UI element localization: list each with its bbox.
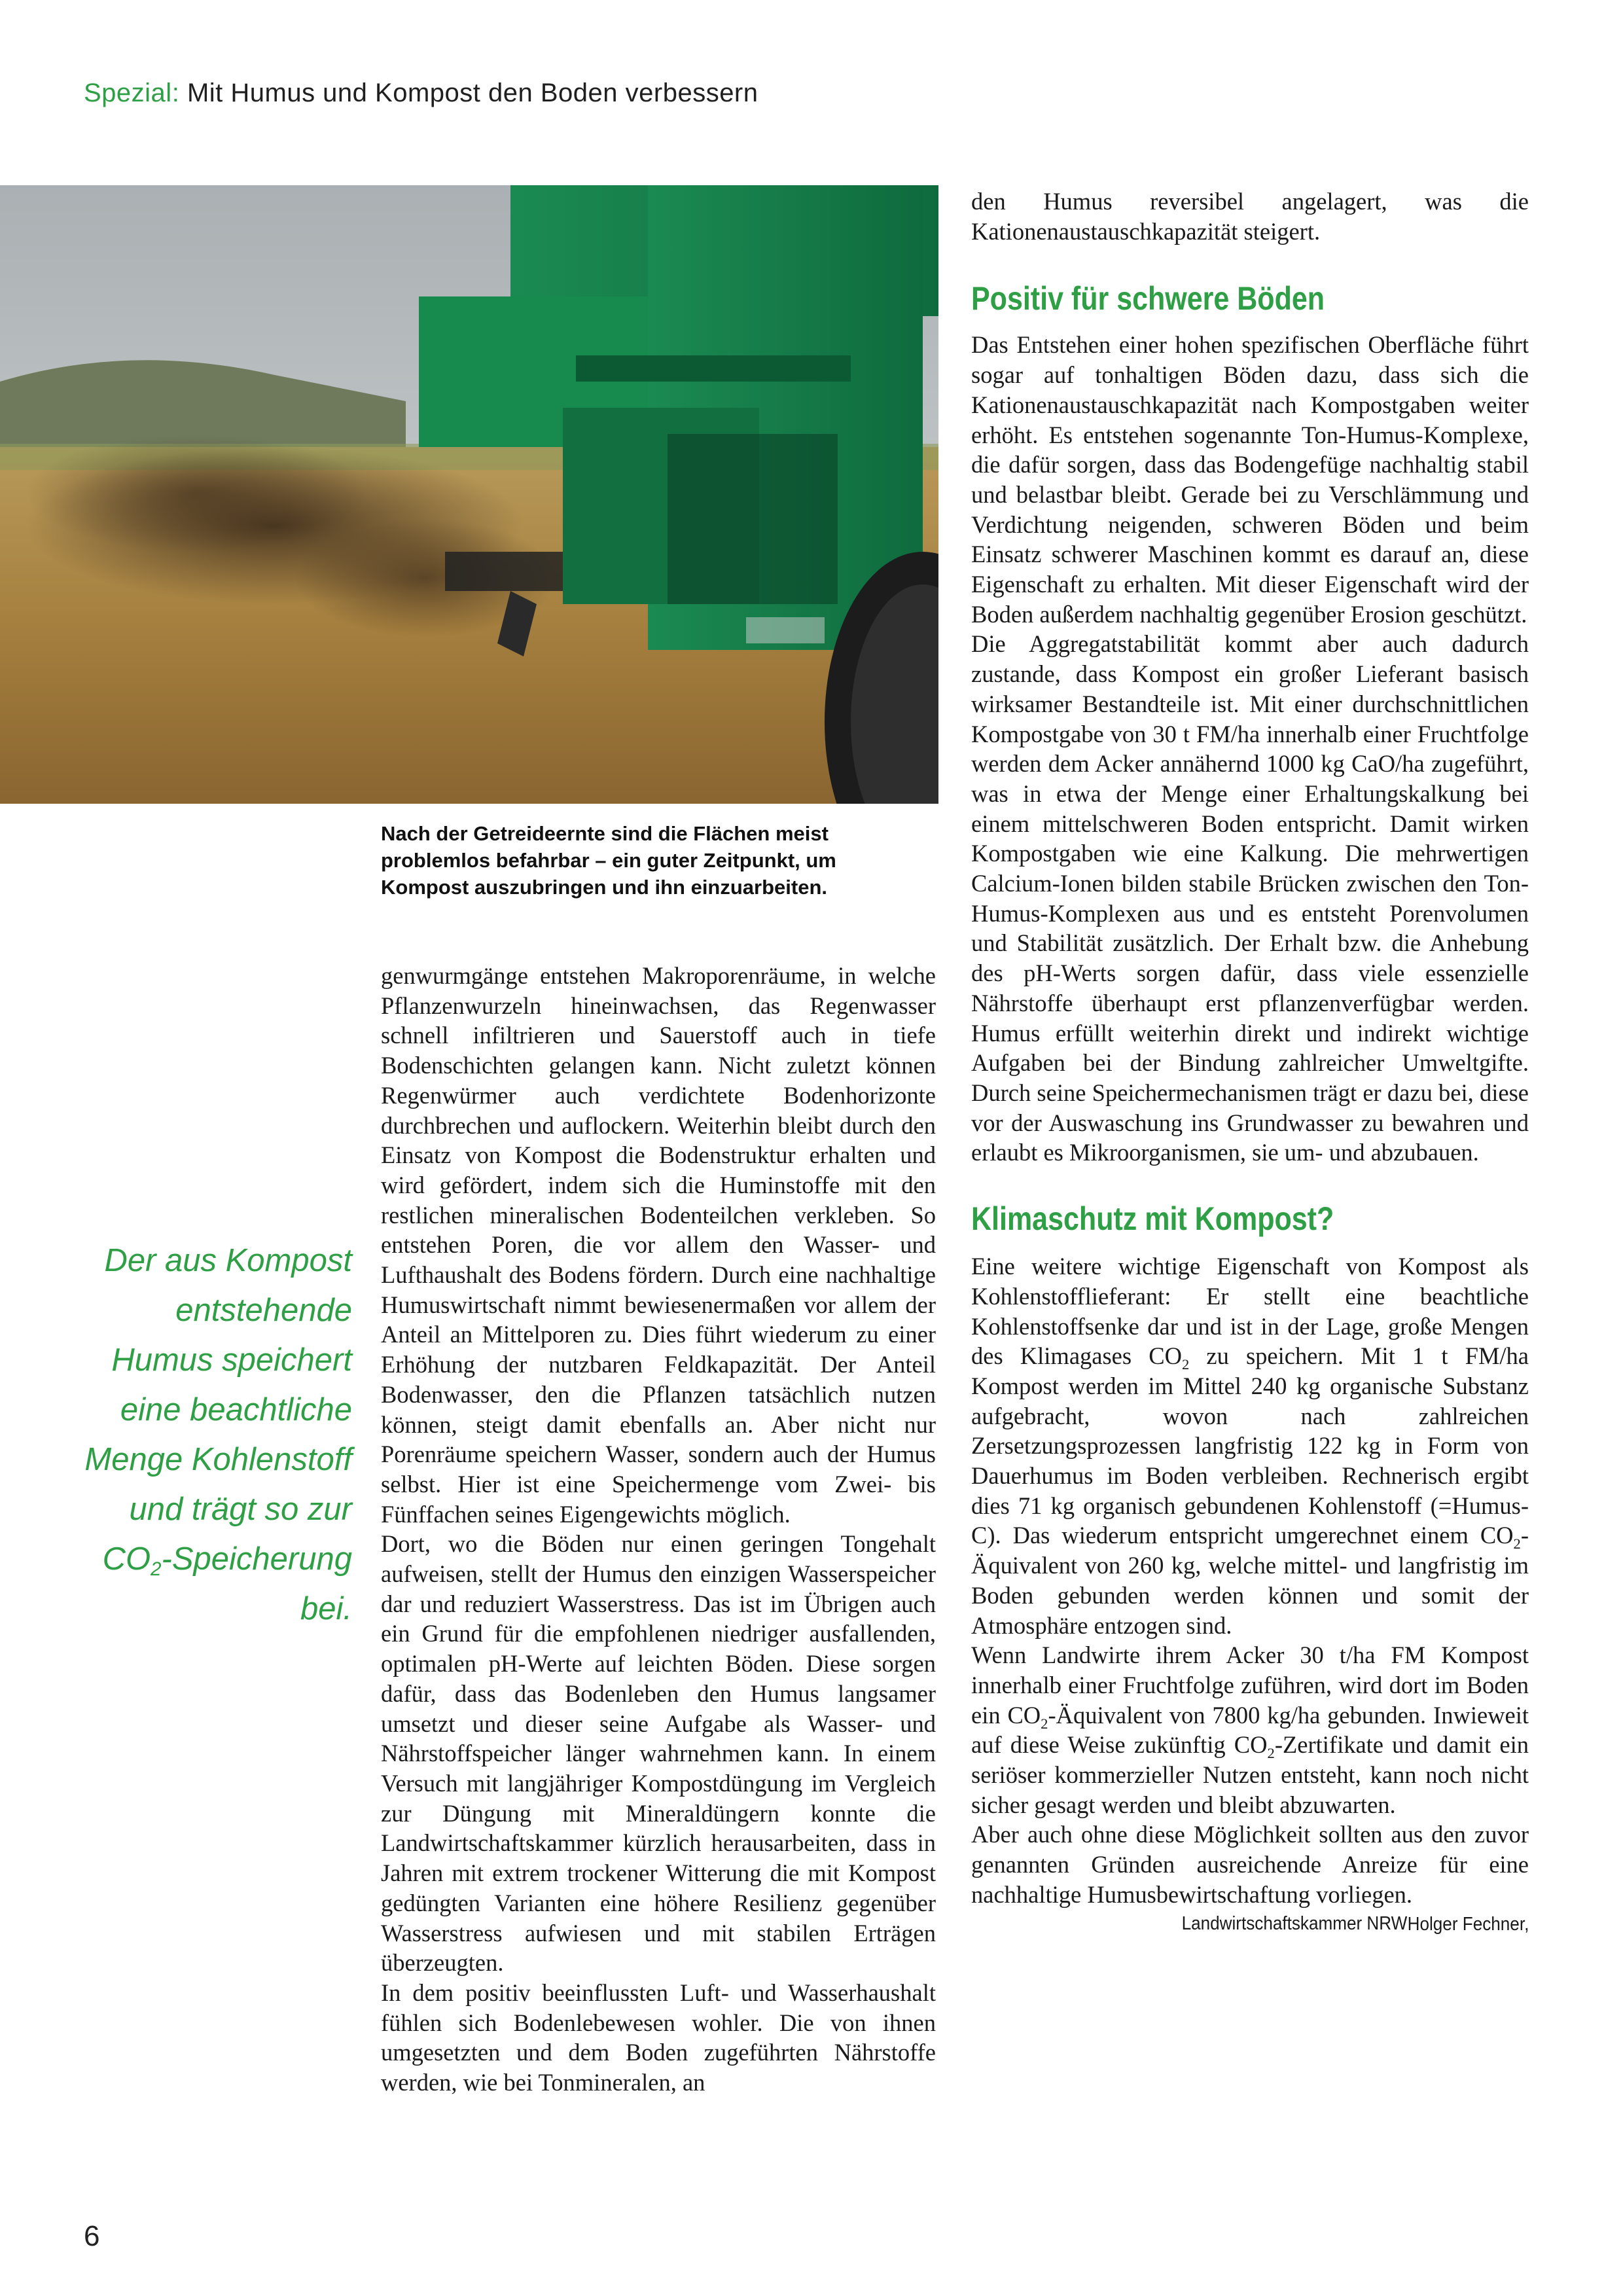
paragraph-4-part-b: -Äquivalent von 7800 kg/ha gebunden. Inwieweit auf diese Weise zukünftig CO — [971, 1701, 1529, 1759]
pull-quote — [79, 1236, 352, 1634]
pull-quote-text: Der aus Kompost entstehende Humus speichert eine beachtliche Menge Kohlenstoff und trägt so zur CO — [84, 1243, 352, 1577]
right-paragraph-2: Die Aggregatstabilität kommt aber auch dadurch zustande, dass Kompost ein großer Lieferant basisch wirksamer Bestandteile ist. Mit einer durchschnittlichen Kompostgabe von 30 t FM/ha innerhalb einer Fruchtfolge werden dem Acker annähernd 1000 kg CaO/ha zugeführt, was in etwa der Menge einer Erhaltungskalkung bei einem mittelschweren Boden entspricht. Damit wirken Kompostgaben wie eine Kalkung. Die mehrwertigen Calcium-Ionen bilden stabile Brücken zwischen den Ton-Humus-Komplexen aus und es entsteht Porenvolumen und Stabilität zusätzlich. Der Erhalt bzw. die Anhebung des pH-Werts sorgen dafür, dass viele essenzielle Nährstoffe überhaupt erst pflanzenverfügbar werden. Humus erfüllt weiterhin direkt und indirekt wichtige Aufgaben bei der Bindung zahlreicher Umweltgifte. Durch seine Speichermechanismen trägt er dazu bei, diese vor der Auswaschung ins Grundwasser zu bewahren und erlaubt es Mikroorganismen, sie um- und abzubauen. — [971, 630, 1529, 1166]
co2-subscript: 2 — [1041, 1715, 1048, 1732]
pull-quote-subscript: 2 — [151, 1558, 162, 1580]
header-title: Mit Humus und Kompost den Boden verbessern — [187, 79, 758, 107]
right-paragraph-1: Das Entstehen einer hohen spezifischen Oberfläche führt sogar auf tonhaltigen Böden dazu, dass sich die Kationenaustauschkapazität nach Kompostgaben weiter erhöht. Es entstehen sogenannte Ton-Humus-Komplexe, die dafür sorgen, dass das Bodengefüge nachhaltig stabil und belastbar bleibt. Gerade bei zu Verschlämmung und Verdichtung neigenden, schweren Böden und beim Einsatz schwerer Maschinen kommt es darauf an, diese Eigenschaft zu erhalten. Mit dieser Eigenschaft wird der Boden außerdem nachhaltig gegenüber Erosion geschützt. — [971, 331, 1529, 628]
right-text-column — [971, 187, 1529, 1939]
co2-subscript: 2 — [1181, 1356, 1190, 1373]
paragraph-3-part-a: Eine weitere wichtige Eigenschaft von Kompost als Kohlenstofflieferant: Er stellt eine beachtliche Kohlenstoffsenke dar und ist in der Lage, große Mengen des Klimagases CO — [971, 1253, 1529, 1370]
pull-quote-text-end: -Speicherung bei. — [161, 1541, 352, 1626]
running-header — [84, 79, 758, 108]
author-name: Holger Fechner, — [1407, 1913, 1529, 1935]
middle-paragraph-2: Dort, wo die Böden nur einen geringen Tongehalt aufweisen, stellt der Humus den einzigen Wasserspeicher dar und reduziert Wasserstress. Das ist im Übrigen auch ein Grund für die empfohlenen niedriger ausfallenden, optimalen pH-Werte auf leichten Böden. Diese sorgen dafür, dass das Bodenleben den Humus langsamer umsetzt und dieser seine Aufgabe als Wasser- und Nährstoffspeicher länger wahrnehmen kann. In einem Versuch mit langjähriger Kompostdüngung im Vergleich zur Düngung mit Mineraldüngern konnte die Landwirtschaftskammer kürzlich herausarbeiten, dass in Jahren mit extrem trockener Witterung die mit Kompost gedüngten Varianten eine höhere Resilienz gegenüber Wasserstress aufwiesen und mit stabilen Erträgen überzeugten. — [381, 1530, 936, 1977]
paragraph-4-part-a: Wenn Landwirte ihrem Acker 30 t/ha FM Kompost innerhalb einer Fruchtfolge zuführen, wird dort im Boden ein CO — [971, 1641, 1529, 1729]
page-number: 6 — [84, 2220, 100, 2252]
right-paragraph-0: den Humus reversibel angelagert, was die Kationenaustauschkapazität steigert. — [971, 188, 1529, 245]
compost-spreader-photo — [0, 185, 938, 804]
paragraph-4-part-c: -Zertifikate und damit ein seriöser kommerzieller Nutzen entsteht, kann noch nicht sicher gesagt werden und bleibt abzuwarten. — [971, 1731, 1529, 1818]
paragraph-3-part-c: -Äquivalent von 260 kg, welche mittel- und langfristig im Boden gebunden werden können und somit der Atmosphäre entzogen sind. — [971, 1522, 1529, 1639]
heading-klimaschutz: Klimaschutz mit Kompost? — [971, 1200, 1334, 1238]
photo-caption: Nach der Getreideernte sind die Flächen meist problemlos befahrbar – ein guter Zeitpunkt, um Kompost auszubringen und ihn einzuarbeiten. — [381, 822, 836, 899]
paragraph-5-text: Aber auch ohne diese Möglichkeit sollten aus den zuvor genannten Gründen ausreichende Anreize für eine nachhaltige Humusbewirtschaftung vorliegen. — [971, 1821, 1529, 1908]
author-affiliation: Landwirtschaftskammer NRW — [1181, 1912, 1408, 1934]
co2-subscript: 2 — [1513, 1535, 1521, 1552]
right-paragraph-3 — [971, 1251, 1529, 1640]
co2-subscript: 2 — [1267, 1745, 1275, 1762]
right-paragraph-4 — [971, 1640, 1529, 1820]
middle-text-column — [381, 961, 936, 2098]
middle-paragraph-3: In dem positiv beeinflussten Luft- und Wasserhaushalt fühlen sich Bodenlebewesen wohler. Die von ihnen umgesetzten und dem Boden zugeführten Nährstoffe werden, wie bei Tonmineralen, an — [381, 1979, 936, 2096]
heading-schwere-boeden: Positiv für schwere Böden — [971, 280, 1325, 317]
header-section-label: Spezial: — [84, 79, 180, 107]
paragraph-3-part-b: zu speichern. Mit 1 t FM/ha Kompost werden im Mittel 240 kg organische Substanz aufgebracht, wovon nach zahlreichen Zersetzungsprozessen langfristig 122 kg in Form von Dauerhumus im Boden verbleiben. Rechnerisch ergibt dies 71 kg organisch gebundenen Kohlenstoff (=Humus-C). Das wiederum entspricht umgerechnet einem CO — [971, 1342, 1529, 1549]
middle-paragraph-1: genwurmgänge entstehen Makroporenräume, in welche Pflanzenwurzeln hineinwachsen, das Regenwasser schnell infiltrieren und Sauerstoff auch in tiefe Bodenschichten gelangen kann. Nicht zuletzt können Regenwürmer auch verdichtete Bodenhorizonte durchbrechen und auflockern. Weiterhin bleibt durch den Einsatz von Kompost die Bodenstruktur erhalten und wird gefördert, indem sich die Huminstoffe mit den restlichen mineralischen Bodenteilchen verkleben. So entstehen Poren, die vor allem den Wasser- und Lufthaushalt des Bodens fördern. Durch eine nachhaltige Humuswirtschaft nimmt bewiesenermaßen vor allem der Anteil an Mittelporen zu. Dies führt wiederum zu einer Erhöhung der nutzbaren Feldkapazität. Der Anteil Bodenwasser, den die Pflanzen tatsächlich nutzen können, steigt damit ebenfalls an. Aber nicht nur Porenräume speichern Wasser, sondern auch der Humus selbst. Hier ist eine Speichermenge vom Zwei- bis Fünffachen seines Eigengewichts möglich. — [381, 962, 936, 1528]
